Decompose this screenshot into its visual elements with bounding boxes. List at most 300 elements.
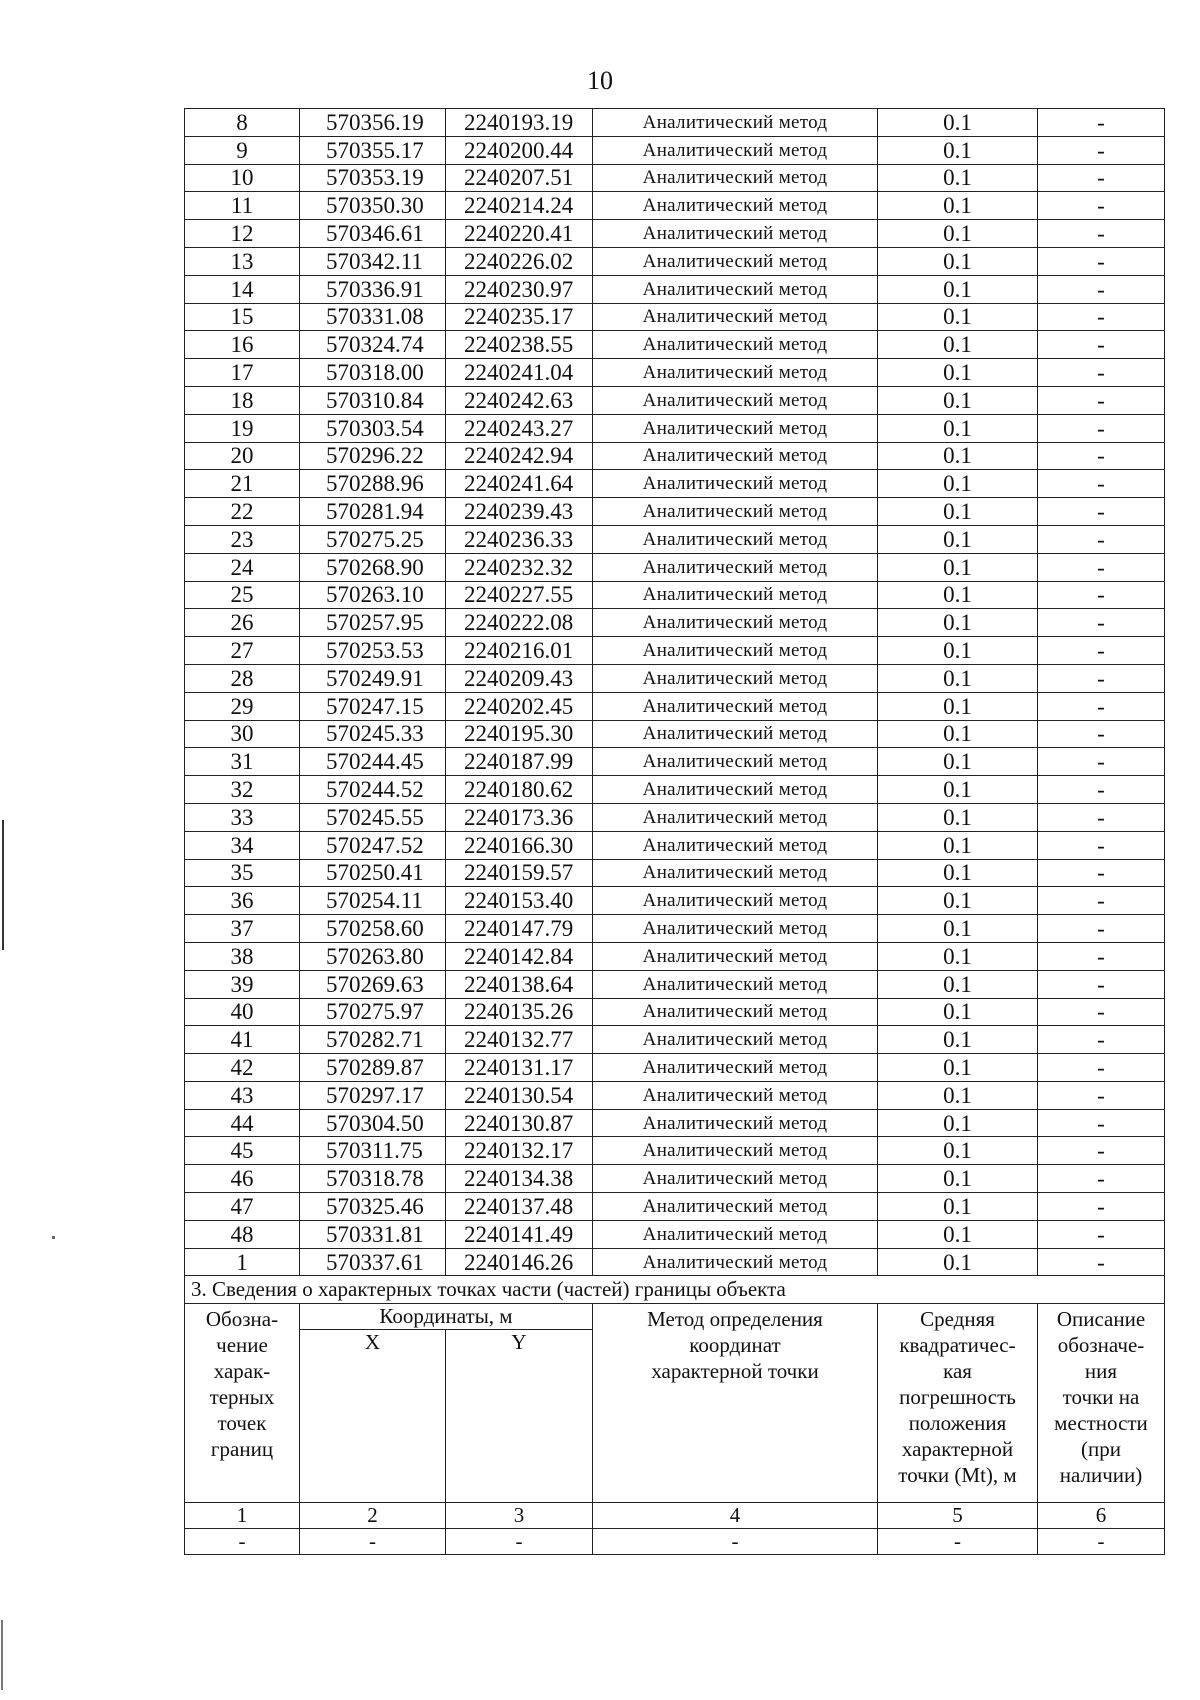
cell-point-number: 33 — [185, 803, 300, 831]
cell-method: Аналитический метод — [593, 609, 878, 637]
cell-point-number: 47 — [185, 1193, 300, 1221]
cell-point-number: 48 — [185, 1220, 300, 1248]
cell-method: Аналитический метод — [593, 1054, 878, 1082]
cell-point-number: 18 — [185, 386, 300, 414]
cell-x: 570249.91 — [300, 664, 446, 692]
cell-description: - — [1038, 525, 1165, 553]
cell-description: - — [1038, 998, 1165, 1026]
cell-x: 570245.55 — [300, 803, 446, 831]
cell-description: - — [1038, 1529, 1165, 1555]
table-row — [185, 470, 1165, 498]
cell-y: 2240216.01 — [446, 637, 593, 665]
cell-mt: 0.1 — [878, 692, 1038, 720]
cell-mt: 0.1 — [878, 1193, 1038, 1221]
cell-method: Аналитический метод — [593, 164, 878, 192]
cell-y: 2240235.17 — [446, 303, 593, 331]
scan-margin-mark — [2, 820, 4, 950]
table-row — [185, 136, 1165, 164]
cell-method: Аналитический метод — [593, 664, 878, 692]
cell-point-number: 32 — [185, 776, 300, 804]
cell-point-number: 11 — [185, 192, 300, 220]
table-row — [185, 192, 1165, 220]
cell-y: 2240242.63 — [446, 386, 593, 414]
cell-mt: 0.1 — [878, 831, 1038, 859]
cell-x: 570318.00 — [300, 359, 446, 387]
table-row — [185, 942, 1165, 970]
cell-description: - — [1038, 192, 1165, 220]
cell-description: - — [1038, 637, 1165, 665]
cell-y: 2240222.08 — [446, 609, 593, 637]
cell-x: 570324.74 — [300, 331, 446, 359]
table-row — [185, 776, 1165, 804]
cell-description: - — [1038, 164, 1165, 192]
cell-description: - — [1038, 720, 1165, 748]
cell-point-number: 25 — [185, 581, 300, 609]
column-number: 6 — [1038, 1503, 1165, 1529]
cell-description: - — [1038, 109, 1165, 137]
cell-x: 570325.46 — [300, 1193, 446, 1221]
cell-description: - — [1038, 942, 1165, 970]
cell-method: Аналитический метод — [593, 581, 878, 609]
cell-mt: 0.1 — [878, 220, 1038, 248]
cell-y: 2240226.02 — [446, 247, 593, 275]
cell-x: 570303.54 — [300, 414, 446, 442]
cell-mt: 0.1 — [878, 1109, 1038, 1137]
cell-method: Аналитический метод — [593, 1137, 878, 1165]
cell-mt: 0.1 — [878, 136, 1038, 164]
cell-point-number: 36 — [185, 887, 300, 915]
cell-x: 570247.15 — [300, 692, 446, 720]
cell-method: Аналитический метод — [593, 692, 878, 720]
cell-method: Аналитический метод — [593, 1081, 878, 1109]
cell-mt: 0.1 — [878, 581, 1038, 609]
cell-point-number: 29 — [185, 692, 300, 720]
table-row — [185, 609, 1165, 637]
cell-y: 2240207.51 — [446, 164, 593, 192]
cell-x: 570282.71 — [300, 1026, 446, 1054]
cell-y: 2240131.17 — [446, 1054, 593, 1082]
cell-y: 2240153.40 — [446, 887, 593, 915]
cell-x: 570337.61 — [300, 1248, 446, 1276]
cell-x: 570356.19 — [300, 109, 446, 137]
header-mt: Средняя квадратичес- кая погрешность положения характерной точки (Mt), м — [878, 1304, 1038, 1503]
cell-y: 2240180.62 — [446, 776, 593, 804]
cell-method: Аналитический метод — [593, 915, 878, 943]
cell-method: Аналитический метод — [593, 720, 878, 748]
table-row — [185, 498, 1165, 526]
cell-method: Аналитический метод — [593, 359, 878, 387]
cell-description: - — [1038, 247, 1165, 275]
cell-mt: 0.1 — [878, 970, 1038, 998]
cell-y: 2240200.44 — [446, 136, 593, 164]
table-row — [185, 998, 1165, 1026]
cell-method: Аналитический метод — [593, 942, 878, 970]
cell-y: 2240159.57 — [446, 859, 593, 887]
cell-point-number: 28 — [185, 664, 300, 692]
cell-method: Аналитический метод — [593, 136, 878, 164]
cell-point-number: 16 — [185, 331, 300, 359]
table-row — [185, 1193, 1165, 1221]
cell-point-number: 42 — [185, 1054, 300, 1082]
cell-method: Аналитический метод — [593, 1248, 878, 1276]
cell-description: - — [1038, 1165, 1165, 1193]
cell-y: 2240173.36 — [446, 803, 593, 831]
table-row — [185, 1165, 1165, 1193]
cell-x: 570311.75 — [300, 1137, 446, 1165]
cell-x: 570263.10 — [300, 581, 446, 609]
cell-x: 570258.60 — [300, 915, 446, 943]
table-row — [185, 275, 1165, 303]
cell-point-number: 1 — [185, 1248, 300, 1276]
cell-y: 2240236.33 — [446, 525, 593, 553]
cell-mt: 0.1 — [878, 470, 1038, 498]
cell-y: 2240130.87 — [446, 1109, 593, 1137]
cell-y: 2240132.17 — [446, 1137, 593, 1165]
table-row — [185, 720, 1165, 748]
cell-point-number: 13 — [185, 247, 300, 275]
cell-description: - — [1038, 581, 1165, 609]
table-row — [185, 664, 1165, 692]
cell-y: 2240146.26 — [446, 1248, 593, 1276]
cell-point-number: 22 — [185, 498, 300, 526]
cell-description: - — [1038, 498, 1165, 526]
cell-method: Аналитический метод — [593, 1109, 878, 1137]
cell-mt: 0.1 — [878, 609, 1038, 637]
cell-mt: 0.1 — [878, 192, 1038, 220]
cell-x: 570336.91 — [300, 275, 446, 303]
table-row — [185, 637, 1165, 665]
table-row — [185, 414, 1165, 442]
cell-description: - — [1038, 970, 1165, 998]
cell-point-number: 30 — [185, 720, 300, 748]
table-row — [185, 692, 1165, 720]
table-row — [185, 247, 1165, 275]
table-row — [185, 1081, 1165, 1109]
cell-point-number: 40 — [185, 998, 300, 1026]
cell-mt: 0.1 — [878, 164, 1038, 192]
column-numbers-row — [185, 1503, 1165, 1529]
cell-point-number: 8 — [185, 109, 300, 137]
cell-point-number: 20 — [185, 442, 300, 470]
page-number: 10 — [587, 66, 613, 95]
table-row — [185, 803, 1165, 831]
cell-method: Аналитический метод — [593, 498, 878, 526]
cell-point-number: 37 — [185, 915, 300, 943]
table-row — [185, 1220, 1165, 1248]
cell-method: Аналитический метод — [593, 998, 878, 1026]
cell-method: Аналитический метод — [593, 386, 878, 414]
cell-x: 570245.33 — [300, 720, 446, 748]
cell-y: 2240137.48 — [446, 1193, 593, 1221]
cell-point-number: 14 — [185, 275, 300, 303]
cell-x: 570257.95 — [300, 609, 446, 637]
cell-x: 570253.53 — [300, 637, 446, 665]
cell-method: Аналитический метод — [593, 553, 878, 581]
cell-description: - — [1038, 609, 1165, 637]
cell-mt: 0.1 — [878, 553, 1038, 581]
cell-description: - — [1038, 303, 1165, 331]
table-row — [185, 1054, 1165, 1082]
cell-x: 570254.11 — [300, 887, 446, 915]
cell-y: 2240141.49 — [446, 1220, 593, 1248]
points-table-body — [185, 109, 1165, 1276]
table-row — [185, 1109, 1165, 1137]
cell-x: 570268.90 — [300, 553, 446, 581]
cell-method: Аналитический метод — [593, 192, 878, 220]
cell-mt: 0.1 — [878, 637, 1038, 665]
cell-point-number: 35 — [185, 859, 300, 887]
cell-y: 2240232.32 — [446, 553, 593, 581]
cell-mt: 0.1 — [878, 942, 1038, 970]
cell-y: 2240238.55 — [446, 331, 593, 359]
table-row — [185, 859, 1165, 887]
table-row — [185, 1248, 1165, 1276]
cell-method: Аналитический метод — [593, 525, 878, 553]
cell-point-number: 34 — [185, 831, 300, 859]
cell-mt: 0.1 — [878, 498, 1038, 526]
cell-method: Аналитический метод — [593, 748, 878, 776]
cell-method: Аналитический метод — [593, 970, 878, 998]
cell-method: Аналитический метод — [593, 1220, 878, 1248]
table-row — [185, 915, 1165, 943]
cell-y: 2240166.30 — [446, 831, 593, 859]
cell-y: 2240214.24 — [446, 192, 593, 220]
cell-x: 570304.50 — [300, 1109, 446, 1137]
cell-description: - — [1038, 331, 1165, 359]
cell-description: - — [1038, 692, 1165, 720]
cell-description: - — [1038, 1248, 1165, 1276]
cell-x: 570342.11 — [300, 247, 446, 275]
cell-point-number: 10 — [185, 164, 300, 192]
cell-y: 2240132.77 — [446, 1026, 593, 1054]
cell-x: 570281.94 — [300, 498, 446, 526]
scan-speck — [52, 1236, 55, 1239]
cell-x: 570247.52 — [300, 831, 446, 859]
cell-description: - — [1038, 442, 1165, 470]
section3-data-row — [185, 1529, 1165, 1555]
section3-title: 3. Сведения о характерных точках части (частей) границы объекта — [185, 1276, 1165, 1304]
table-row — [185, 748, 1165, 776]
cell-point-number: 43 — [185, 1081, 300, 1109]
cell-y: 2240134.38 — [446, 1165, 593, 1193]
table-row — [185, 109, 1165, 137]
cell-mt: 0.1 — [878, 1137, 1038, 1165]
cell-point-number: 23 — [185, 525, 300, 553]
cell-point-number: 12 — [185, 220, 300, 248]
cell-point-number: 46 — [185, 1165, 300, 1193]
cell-x: 570297.17 — [300, 1081, 446, 1109]
cell-point-number: 44 — [185, 1109, 300, 1137]
header-method: Метод определения координат характерной точки — [593, 1304, 878, 1503]
cell-method: Аналитический метод — [593, 247, 878, 275]
table-row — [185, 220, 1165, 248]
table-row — [185, 525, 1165, 553]
column-number: 3 — [446, 1503, 593, 1529]
cell-mt: 0.1 — [878, 303, 1038, 331]
header-x: X — [300, 1330, 446, 1503]
cell-y: 2240147.79 — [446, 915, 593, 943]
cell-mt: 0.1 — [878, 720, 1038, 748]
cell-y: 2240193.19 — [446, 109, 593, 137]
cell-mt: 0.1 — [878, 1026, 1038, 1054]
cell-point-number: 24 — [185, 553, 300, 581]
cell-point-number: 45 — [185, 1137, 300, 1165]
cell-description: - — [1038, 136, 1165, 164]
cell-method: Аналитический метод — [593, 442, 878, 470]
cell-description: - — [1038, 1137, 1165, 1165]
cell-x: 570289.87 — [300, 1054, 446, 1082]
cell-description: - — [1038, 887, 1165, 915]
cell-mt: 0.1 — [878, 748, 1038, 776]
table-row — [185, 831, 1165, 859]
cell-mt: 0.1 — [878, 109, 1038, 137]
cell-mt: 0.1 — [878, 386, 1038, 414]
cell-y: 2240130.54 — [446, 1081, 593, 1109]
table-row — [185, 887, 1165, 915]
cell-method: - — [593, 1529, 878, 1555]
header-y: Y — [446, 1330, 593, 1503]
cell-mt: 0.1 — [878, 915, 1038, 943]
cell-y: 2240202.45 — [446, 692, 593, 720]
cell-y: 2240135.26 — [446, 998, 593, 1026]
cell-x: 570350.30 — [300, 192, 446, 220]
cell-method: Аналитический метод — [593, 859, 878, 887]
table-row — [185, 331, 1165, 359]
cell-method: Аналитический метод — [593, 303, 878, 331]
cell-mt: 0.1 — [878, 1165, 1038, 1193]
column-number: 2 — [300, 1503, 446, 1529]
cell-mt: 0.1 — [878, 1081, 1038, 1109]
cell-description: - — [1038, 1054, 1165, 1082]
cell-mt: 0.1 — [878, 1220, 1038, 1248]
cell-method: Аналитический метод — [593, 109, 878, 137]
column-number: 4 — [593, 1503, 878, 1529]
cell-y: 2240227.55 — [446, 581, 593, 609]
cell-description: - — [1038, 386, 1165, 414]
cell-description: - — [1038, 1081, 1165, 1109]
cell-method: Аналитический метод — [593, 470, 878, 498]
cell-x: 570275.25 — [300, 525, 446, 553]
cell-x: 570275.97 — [300, 998, 446, 1026]
cell-x: 570269.63 — [300, 970, 446, 998]
cell-method: Аналитический метод — [593, 1026, 878, 1054]
cell-description: - — [1038, 1026, 1165, 1054]
cell-description: - — [1038, 664, 1165, 692]
cell-y: 2240195.30 — [446, 720, 593, 748]
table-row — [185, 164, 1165, 192]
cell-point-number: 9 — [185, 136, 300, 164]
cell-method: Аналитический метод — [593, 331, 878, 359]
cell-description: - — [1038, 859, 1165, 887]
cell-point-number: 26 — [185, 609, 300, 637]
cell-y: - — [446, 1529, 593, 1555]
cell-point-number: 39 — [185, 970, 300, 998]
cell-x: 570353.19 — [300, 164, 446, 192]
cell-y: 2240241.04 — [446, 359, 593, 387]
cell-point-number: 21 — [185, 470, 300, 498]
section3-title-row — [185, 1276, 1165, 1304]
cell-description: - — [1038, 803, 1165, 831]
cell-mt: 0.1 — [878, 776, 1038, 804]
cell-method: Аналитический метод — [593, 220, 878, 248]
cell-x: 570296.22 — [300, 442, 446, 470]
cell-x: 570244.45 — [300, 748, 446, 776]
cell-method: Аналитический метод — [593, 831, 878, 859]
table-row — [185, 970, 1165, 998]
cell-description: - — [1038, 220, 1165, 248]
cell-mt: 0.1 — [878, 803, 1038, 831]
table-row — [185, 442, 1165, 470]
cell-mt: 0.1 — [878, 1248, 1038, 1276]
cell-x: 570250.41 — [300, 859, 446, 887]
cell-y: 2240209.43 — [446, 664, 593, 692]
cell-description: - — [1038, 831, 1165, 859]
cell-x: - — [300, 1529, 446, 1555]
cell-description: - — [1038, 553, 1165, 581]
cell-method: Аналитический метод — [593, 887, 878, 915]
header-coordinates: Координаты, м — [300, 1304, 593, 1330]
cell-mt: 0.1 — [878, 359, 1038, 387]
cell-method: Аналитический метод — [593, 1193, 878, 1221]
cell-x: 570331.81 — [300, 1220, 446, 1248]
column-number: 1 — [185, 1503, 300, 1529]
cell-x: 570318.78 — [300, 1165, 446, 1193]
cell-method: Аналитический метод — [593, 637, 878, 665]
section3-header-row — [185, 1304, 1165, 1330]
cell-y: 2240243.27 — [446, 414, 593, 442]
cell-description: - — [1038, 748, 1165, 776]
table-row — [185, 359, 1165, 387]
cell-point-number: 19 — [185, 414, 300, 442]
cell-point-number: 27 — [185, 637, 300, 665]
cell-x: 570331.08 — [300, 303, 446, 331]
cell-y: 2240230.97 — [446, 275, 593, 303]
cell-y: 2240220.41 — [446, 220, 593, 248]
cell-mt: - — [878, 1529, 1038, 1555]
cell-mt: 0.1 — [878, 331, 1038, 359]
cell-description: - — [1038, 414, 1165, 442]
cell-description: - — [1038, 1109, 1165, 1137]
cell-mt: 0.1 — [878, 525, 1038, 553]
cell-method: Аналитический метод — [593, 776, 878, 804]
table-row — [185, 386, 1165, 414]
cell-x: 570346.61 — [300, 220, 446, 248]
cell-x: 570310.84 — [300, 386, 446, 414]
cell-mt: 0.1 — [878, 998, 1038, 1026]
cell-mt: 0.1 — [878, 664, 1038, 692]
cell-method: Аналитический метод — [593, 414, 878, 442]
cell-point-number: 31 — [185, 748, 300, 776]
cell-y: 2240242.94 — [446, 442, 593, 470]
cell-description: - — [1038, 1220, 1165, 1248]
cell-x: 570263.80 — [300, 942, 446, 970]
table-row — [185, 1026, 1165, 1054]
cell-mt: 0.1 — [878, 414, 1038, 442]
table-row — [185, 553, 1165, 581]
cell-y: 2240241.64 — [446, 470, 593, 498]
cell-method: Аналитический метод — [593, 1165, 878, 1193]
cell-description: - — [1038, 915, 1165, 943]
cell-mt: 0.1 — [878, 247, 1038, 275]
header-designation: Обозна- чение харак- терных точек границ — [185, 1304, 300, 1503]
cell-y: 2240138.64 — [446, 970, 593, 998]
cell-point-number: 41 — [185, 1026, 300, 1054]
cell-mt: 0.1 — [878, 1054, 1038, 1082]
cell-description: - — [1038, 470, 1165, 498]
cell-y: 2240187.99 — [446, 748, 593, 776]
cell-x: 570244.52 — [300, 776, 446, 804]
cell-mt: 0.1 — [878, 275, 1038, 303]
